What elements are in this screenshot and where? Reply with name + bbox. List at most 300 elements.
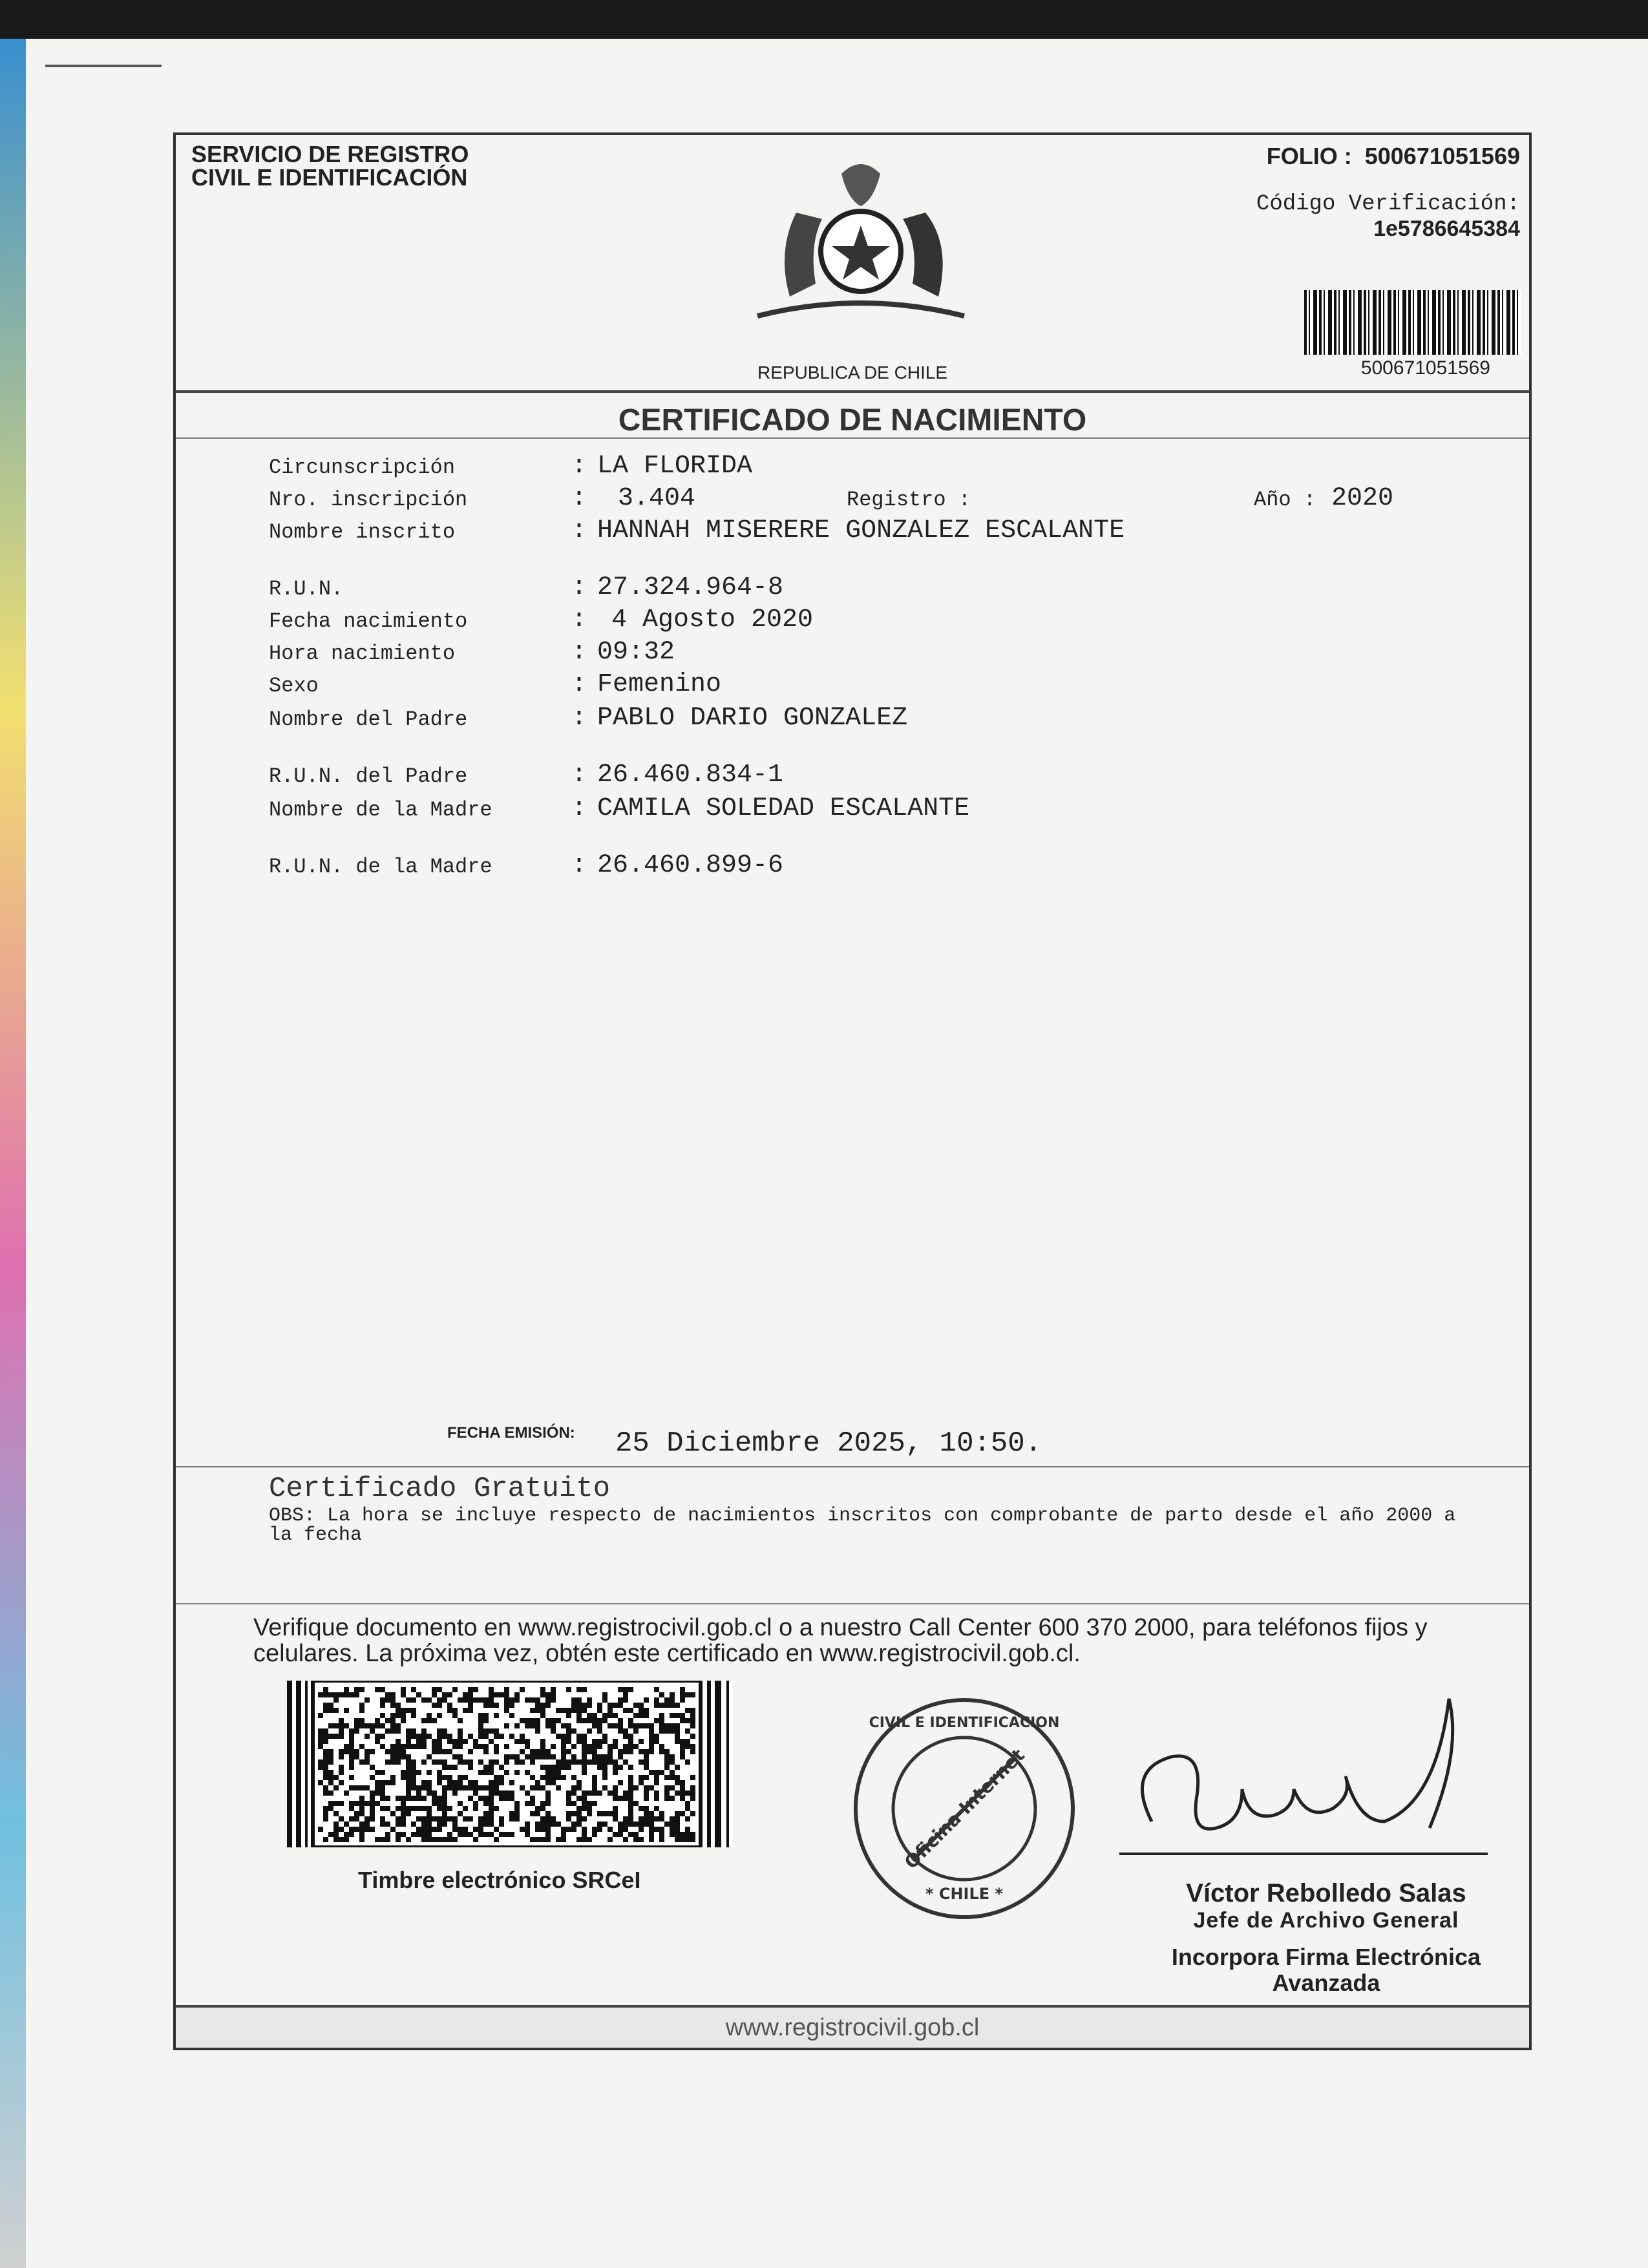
code-cell <box>458 1832 463 1837</box>
code-cell <box>618 1754 623 1759</box>
ano-value: 2020 <box>1331 484 1394 513</box>
code-cell <box>613 1744 618 1749</box>
code-cell <box>452 1708 458 1713</box>
code-cell <box>344 1749 349 1754</box>
code-cell <box>540 1739 545 1744</box>
code-cell <box>411 1775 416 1780</box>
code-cell <box>514 1697 520 1703</box>
code-cell <box>654 1734 659 1739</box>
code-cell <box>401 1713 406 1718</box>
code-cell <box>530 1697 535 1703</box>
code-cell <box>411 1759 416 1765</box>
code-cell <box>613 1790 618 1796</box>
code-cell <box>323 1759 328 1765</box>
code-cell <box>556 1785 561 1790</box>
emission-divider <box>176 1466 1529 1467</box>
code-cell <box>566 1734 571 1739</box>
code-cell <box>494 1728 499 1734</box>
code-cell <box>489 1796 494 1801</box>
code-cell <box>680 1785 685 1790</box>
code-cell <box>458 1728 463 1734</box>
code-cell <box>463 1759 468 1765</box>
code-cell <box>633 1713 639 1718</box>
code-cell <box>421 1739 427 1744</box>
code-cell <box>628 1718 633 1723</box>
code-cell <box>339 1754 344 1759</box>
code-cell <box>396 1796 401 1801</box>
code-cell <box>447 1692 452 1697</box>
code-cell <box>442 1697 447 1703</box>
code-cell <box>380 1790 385 1796</box>
code-cell <box>421 1718 427 1723</box>
code-cell <box>576 1708 582 1713</box>
code-cell <box>680 1718 685 1723</box>
title-divider <box>176 437 1529 439</box>
code-cell <box>628 1822 633 1827</box>
code-cell <box>452 1754 458 1759</box>
code-cell <box>551 1822 556 1827</box>
signatory-title: Jefe de Archivo General <box>1193 1908 1459 1933</box>
code-cell <box>390 1775 396 1780</box>
code-cell <box>421 1806 427 1811</box>
code-cell <box>416 1692 421 1697</box>
code-cell <box>525 1822 530 1827</box>
code-cell <box>344 1708 349 1713</box>
code-cell <box>659 1703 664 1708</box>
code-cell <box>597 1790 602 1796</box>
code-cell <box>659 1728 664 1734</box>
code-cell <box>452 1790 458 1796</box>
code-cell <box>416 1796 421 1801</box>
code-cell <box>561 1723 566 1728</box>
code-cell <box>587 1759 592 1765</box>
code-cell <box>664 1703 670 1708</box>
code-cell <box>390 1703 396 1708</box>
code-cell <box>380 1780 385 1785</box>
code-cell <box>380 1816 385 1822</box>
code-cell <box>463 1697 468 1703</box>
code-cell <box>468 1697 473 1703</box>
code-cell <box>514 1801 520 1806</box>
code-cell <box>597 1759 602 1765</box>
code-cell <box>385 1837 390 1842</box>
emission-date-label: FECHA EMISIÓN: <box>447 1424 575 1442</box>
code-cell <box>339 1816 344 1822</box>
code-cell <box>690 1775 695 1780</box>
code-cell <box>452 1744 458 1749</box>
field-value: Femenino <box>597 670 722 699</box>
code-cell <box>535 1708 540 1713</box>
emission-date-value: 25 Diciembre 2025, 10:50. <box>615 1427 1042 1460</box>
code-cell <box>582 1827 587 1832</box>
verification-code <box>1256 192 1520 243</box>
code-cell <box>602 1765 607 1770</box>
code-cell <box>463 1708 468 1713</box>
code-cell <box>685 1790 690 1796</box>
code-cell <box>458 1827 463 1832</box>
code-cell <box>675 1811 680 1816</box>
code-cell <box>478 1785 483 1790</box>
code-cell <box>442 1759 447 1765</box>
code-cell <box>323 1739 328 1744</box>
code-cell <box>385 1796 390 1801</box>
code-cell <box>411 1744 416 1749</box>
code-cell <box>685 1832 690 1837</box>
code-cell <box>328 1749 333 1754</box>
code-cell <box>333 1734 339 1739</box>
code-cell <box>499 1734 504 1739</box>
code-cell <box>525 1718 530 1723</box>
code-cell <box>690 1811 695 1816</box>
firma-line-2: Avanzada <box>1272 1969 1380 1996</box>
code-cell <box>654 1806 659 1811</box>
code-cell <box>370 1749 375 1754</box>
footer-url[interactable]: www.registrocivil.gob.cl <box>176 2005 1529 2048</box>
code-cell <box>344 1822 349 1827</box>
code-cell <box>623 1790 628 1796</box>
field-colon: : <box>571 484 587 513</box>
code-cell <box>659 1811 664 1816</box>
code-cell <box>478 1770 483 1775</box>
code-cell <box>654 1827 659 1832</box>
code-cell <box>494 1785 499 1790</box>
code-cell <box>633 1837 639 1842</box>
code-cell <box>437 1837 442 1842</box>
code-cell <box>654 1703 659 1708</box>
code-cell <box>551 1816 556 1822</box>
code-cell <box>468 1759 473 1765</box>
code-cell <box>670 1822 675 1827</box>
code-cell <box>390 1697 396 1703</box>
code-cell <box>690 1708 695 1713</box>
code-cell <box>349 1785 354 1790</box>
code-cell <box>530 1759 535 1765</box>
code-cell <box>344 1837 349 1842</box>
code-cell <box>545 1765 551 1770</box>
code-cell <box>385 1697 390 1703</box>
code-cell <box>468 1708 473 1713</box>
code-cell <box>664 1697 670 1703</box>
code-cell <box>447 1749 452 1754</box>
code-cell <box>463 1827 468 1832</box>
code-cell <box>504 1790 509 1796</box>
code-cell <box>354 1749 359 1754</box>
code-cell <box>411 1728 416 1734</box>
code-cell <box>359 1827 364 1832</box>
field-label: Nro. inscripción <box>269 488 468 512</box>
code-cell <box>556 1708 561 1713</box>
code-cell <box>416 1832 421 1837</box>
code-cell <box>644 1759 649 1765</box>
field-value: 27.324.964-8 <box>597 573 784 602</box>
code-cell <box>566 1687 571 1692</box>
field-value: 09:32 <box>597 638 675 667</box>
code-cell <box>390 1718 396 1723</box>
code-cell <box>685 1739 690 1744</box>
code-cell <box>416 1785 421 1790</box>
code-cell <box>587 1718 592 1723</box>
code-cell <box>654 1796 659 1801</box>
code-cell <box>478 1723 483 1728</box>
code-cell <box>685 1744 690 1749</box>
code-cell <box>333 1801 339 1806</box>
code-cell <box>561 1749 566 1754</box>
code-cell <box>649 1785 654 1790</box>
code-cell <box>442 1801 447 1806</box>
field-value: 3.404 <box>618 484 696 513</box>
code-cell <box>633 1822 639 1827</box>
code-cell <box>447 1816 452 1822</box>
scan-mark <box>45 65 162 67</box>
code-cell <box>427 1770 432 1775</box>
code-cell <box>318 1744 323 1749</box>
code-cell <box>628 1806 633 1811</box>
code-cell <box>442 1790 447 1796</box>
code-cell <box>592 1832 597 1837</box>
code-cell <box>530 1775 535 1780</box>
code-cell <box>396 1739 401 1744</box>
code-cell <box>540 1785 545 1790</box>
code-cell <box>587 1703 592 1708</box>
code-cell <box>437 1816 442 1822</box>
code-cell <box>427 1811 432 1816</box>
code-cell <box>680 1697 685 1703</box>
code-cell <box>339 1765 344 1770</box>
code-cell <box>504 1832 509 1837</box>
code-cell <box>675 1703 680 1708</box>
code-cell <box>359 1708 364 1713</box>
code-cell <box>427 1832 432 1837</box>
code-cell <box>489 1780 494 1785</box>
code-cell <box>323 1790 328 1796</box>
code-cell <box>644 1785 649 1790</box>
code-cell <box>489 1765 494 1770</box>
code-cell <box>561 1734 566 1739</box>
code-cell <box>349 1775 354 1780</box>
code-cell <box>685 1801 690 1806</box>
code-cell <box>468 1832 473 1837</box>
code-cell <box>380 1697 385 1703</box>
code-cell <box>556 1734 561 1739</box>
code-cell <box>670 1759 675 1765</box>
code-cell <box>639 1713 644 1718</box>
code-cell <box>535 1718 540 1723</box>
code-cell <box>411 1806 416 1811</box>
code-cell <box>421 1816 427 1822</box>
code-cell <box>644 1765 649 1770</box>
code-cell <box>525 1739 530 1744</box>
code-cell <box>401 1816 406 1822</box>
code-cell <box>675 1734 680 1739</box>
code-cell <box>654 1687 659 1692</box>
code-cell <box>566 1796 571 1801</box>
code-cell <box>623 1708 628 1713</box>
code-cell <box>375 1801 380 1806</box>
code-cell <box>333 1811 339 1816</box>
code-cell <box>432 1692 437 1697</box>
codigo-value: 1e5786645384 <box>1373 216 1520 241</box>
code-cell <box>494 1790 499 1796</box>
code-cell <box>401 1754 406 1759</box>
code-cell <box>644 1796 649 1801</box>
code-cell <box>494 1780 499 1785</box>
code-cell <box>551 1744 556 1749</box>
code-cell <box>576 1811 582 1816</box>
code-cell <box>623 1728 628 1734</box>
code-cell <box>551 1770 556 1775</box>
code-cell <box>576 1739 582 1744</box>
code-cell <box>582 1744 587 1749</box>
code-cell <box>406 1744 411 1749</box>
code-cell <box>494 1806 499 1811</box>
code-cell <box>359 1718 364 1723</box>
code-cell <box>489 1739 494 1744</box>
code-cell <box>370 1816 375 1822</box>
code-cell <box>359 1723 364 1728</box>
code-cell <box>318 1765 323 1770</box>
code-cell <box>633 1801 639 1806</box>
code-cell <box>401 1811 406 1816</box>
code-cell <box>623 1827 628 1832</box>
code-cell <box>551 1697 556 1703</box>
code-cell <box>613 1703 618 1708</box>
code-cell <box>582 1770 587 1775</box>
code-cell <box>323 1734 328 1739</box>
code-cell <box>359 1703 364 1708</box>
code-cell <box>463 1832 468 1837</box>
code-cell <box>452 1780 458 1785</box>
code-cell <box>576 1734 582 1739</box>
code-cell <box>670 1775 675 1780</box>
code-cell <box>618 1718 623 1723</box>
code-cell <box>339 1718 344 1723</box>
code-cell <box>685 1837 690 1842</box>
code-cell <box>344 1692 349 1697</box>
code-cell <box>339 1770 344 1775</box>
code-cell <box>437 1749 442 1754</box>
code-cell <box>494 1749 499 1754</box>
code-cell <box>401 1770 406 1775</box>
code-cell <box>649 1811 654 1816</box>
code-cell <box>540 1708 545 1713</box>
code-cell <box>328 1801 333 1806</box>
code-cell <box>540 1775 545 1780</box>
code-cell <box>437 1759 442 1765</box>
code-cell <box>411 1708 416 1713</box>
field-colon: : <box>571 638 587 667</box>
code-cell <box>592 1754 597 1759</box>
code-cell <box>664 1728 670 1734</box>
code-cell <box>633 1744 639 1749</box>
code-cell <box>509 1816 514 1822</box>
code-cell <box>644 1822 649 1827</box>
code-cell <box>323 1806 328 1811</box>
code-cell <box>685 1718 690 1723</box>
code-cell <box>545 1780 551 1785</box>
code-cell <box>576 1703 582 1708</box>
code-cell <box>468 1780 473 1785</box>
code-cell <box>349 1744 354 1749</box>
code-cell <box>354 1801 359 1806</box>
code-cell <box>478 1827 483 1832</box>
code-cell <box>628 1775 633 1780</box>
code-cell <box>551 1723 556 1728</box>
official-seal-stamp <box>848 1692 1081 1925</box>
code-cell <box>639 1780 644 1785</box>
code-cell <box>406 1728 411 1734</box>
code-cell <box>489 1692 494 1697</box>
code-cell <box>639 1703 644 1708</box>
code-cell <box>489 1801 494 1806</box>
code-cell <box>354 1816 359 1822</box>
code-cell <box>690 1790 695 1796</box>
code-cell <box>406 1759 411 1765</box>
code-cell <box>421 1837 427 1842</box>
code-cell <box>535 1822 540 1827</box>
code-cell <box>432 1739 437 1744</box>
code-cell <box>545 1703 551 1708</box>
code-cell <box>639 1816 644 1822</box>
code-cell <box>494 1703 499 1708</box>
field-value: CAMILA SOLEDAD ESCALANTE <box>597 794 970 823</box>
code-cell <box>654 1780 659 1785</box>
code-cell <box>437 1687 442 1692</box>
field-label: R.U.N. del Padre <box>269 764 468 788</box>
code-cell <box>489 1816 494 1822</box>
code-cell <box>623 1734 628 1739</box>
code-cell <box>333 1822 339 1827</box>
code-cell <box>370 1790 375 1796</box>
code-cell <box>370 1728 375 1734</box>
code-cell <box>670 1697 675 1703</box>
code-cell <box>535 1697 540 1703</box>
code-cell <box>566 1708 571 1713</box>
code-cell <box>690 1749 695 1754</box>
code-cell <box>670 1703 675 1708</box>
code-cell <box>354 1692 359 1697</box>
code-cell <box>504 1723 509 1728</box>
code-cell <box>628 1734 633 1739</box>
code-cell <box>396 1806 401 1811</box>
code-cell <box>670 1728 675 1734</box>
code-cell <box>406 1697 411 1703</box>
code-cell <box>613 1713 618 1718</box>
code-cell <box>530 1754 535 1759</box>
code-cell <box>571 1759 576 1765</box>
code-cell <box>364 1816 370 1822</box>
code-cell <box>432 1790 437 1796</box>
code-cell <box>545 1697 551 1703</box>
code-cell <box>328 1723 333 1728</box>
code-cell <box>499 1780 504 1785</box>
code-cell <box>607 1759 613 1765</box>
ano-label: Año : <box>1254 488 1316 512</box>
code-cell <box>406 1739 411 1744</box>
code-cell <box>339 1734 344 1739</box>
code-cell <box>406 1770 411 1775</box>
code-cell <box>437 1739 442 1744</box>
code-cell <box>566 1713 571 1718</box>
code-cell <box>354 1718 359 1723</box>
code-cell <box>318 1734 323 1739</box>
code-cell <box>328 1759 333 1765</box>
code-cell <box>494 1775 499 1780</box>
code-cell <box>561 1744 566 1749</box>
code-cell <box>540 1744 545 1749</box>
code-cell <box>685 1728 690 1734</box>
code-cell <box>540 1816 545 1822</box>
code-cell <box>411 1687 416 1692</box>
